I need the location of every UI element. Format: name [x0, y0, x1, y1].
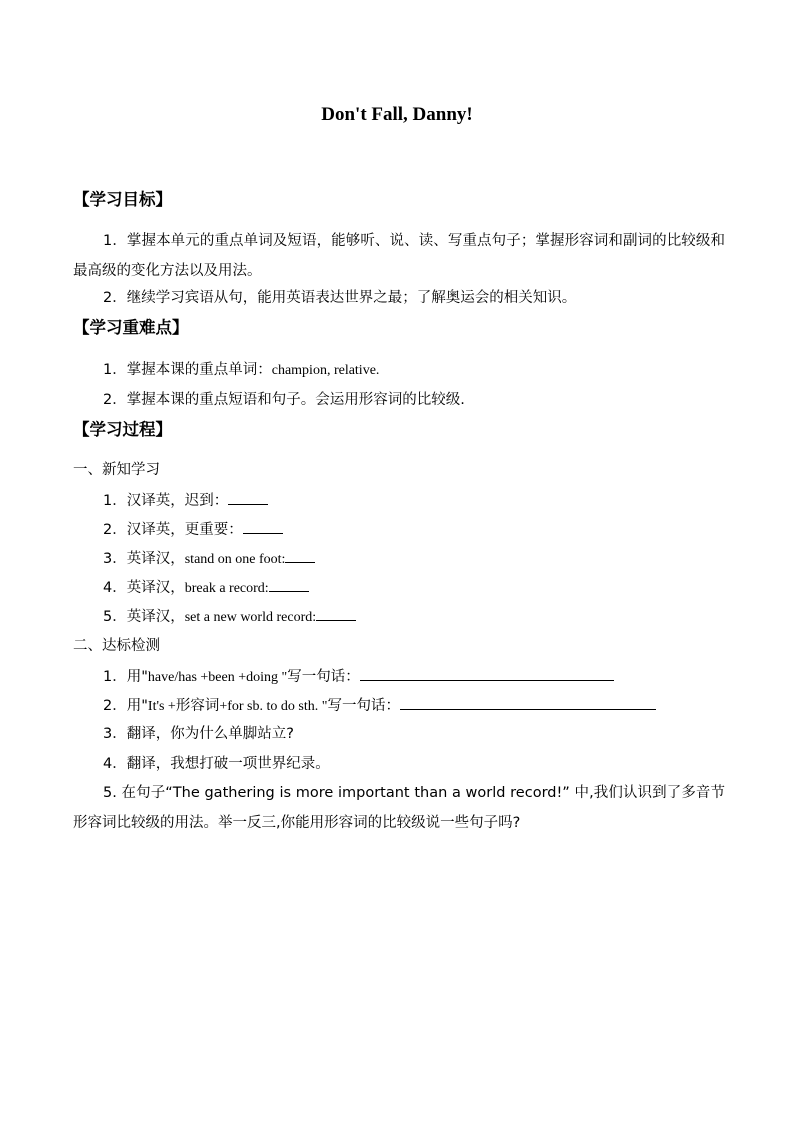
- part2-item-2-instruction: 写一句话：: [327, 698, 400, 714]
- part2-item-3: 3．翻译，你为什么单脚站立?: [103, 726, 294, 742]
- part2-item-2-adjective: 形容词: [175, 698, 220, 714]
- part2-item-1-instruction: 写一句话：: [287, 669, 360, 685]
- keypoints-heading: 【学习重难点】: [73, 318, 189, 337]
- part2-item-4: 4．翻译，我想打破一项世界纪录。: [103, 756, 330, 772]
- part2-item-2-text: 2．用": [103, 698, 148, 714]
- part2-heading: 二、达标检测: [73, 638, 160, 654]
- answer-blank[interactable]: [285, 548, 315, 563]
- part1-item-4-text: 4．英译汉，: [103, 580, 185, 596]
- part2-item-1-text: 1．用": [103, 669, 148, 685]
- keypoint-2: 2．掌握本课的重点短语和句子。会运用形容词的比较级.: [103, 392, 465, 408]
- part1-item-1-text: 1．汉译英，迟到：: [103, 493, 229, 509]
- part2-item-2-pattern-a: It's +: [147, 699, 176, 714]
- keypoint-1-words: champion, relative.: [271, 363, 380, 378]
- part2-item-5: 5. 在句子“The gathering is more important than a world record!” 中,我们认识到了多音节形容词比较级的用法。举一反三,你能用形容词的比较级说一些句子吗?: [73, 785, 725, 831]
- part1-item-3-text: 3．英译汉，: [103, 551, 185, 567]
- objective-1: 1．掌握本单元的重点单词及短语，能够听、说、读、写重点句子；掌握形容词和副词的比较级和最高级的变化方法以及用法。: [73, 233, 725, 279]
- part1-item-4: [103, 577, 309, 599]
- document-title: Don't Fall, Danny!: [321, 104, 473, 125]
- answer-blank[interactable]: [243, 519, 283, 534]
- part1-item-5-phrase: set a new world record:: [184, 610, 317, 625]
- part1-item-3: [103, 548, 315, 570]
- objectives-heading: 【学习目标】: [73, 190, 172, 209]
- answer-blank[interactable]: [360, 666, 614, 681]
- part2-item-2: [103, 695, 656, 717]
- process-heading: 【学习过程】: [73, 420, 172, 439]
- part1-item-5: [103, 606, 356, 628]
- part1-item-1: [103, 490, 268, 511]
- part1-heading: 一、新知学习: [73, 462, 160, 478]
- part2-item-2-pattern-b: +for sb. to do sth. ": [219, 699, 328, 714]
- part1-item-2-text: 2．汉译英，更重要：: [103, 522, 243, 538]
- part1-item-4-phrase: break a record:: [184, 581, 269, 596]
- answer-blank[interactable]: [228, 490, 268, 505]
- part2-item-1-pattern: have/has +been +doing ": [147, 670, 288, 685]
- answer-blank[interactable]: [316, 606, 356, 621]
- keypoint-1: [103, 360, 379, 381]
- objective-2: 2．继续学习宾语从句，能用英语表达世界之最；了解奥运会的相关知识。: [103, 290, 577, 306]
- part1-item-2: [103, 519, 283, 540]
- part2-item-1: [103, 666, 614, 688]
- answer-blank[interactable]: [400, 695, 656, 710]
- answer-blank[interactable]: [269, 577, 309, 592]
- part1-item-5-text: 5．英译汉，: [103, 609, 185, 625]
- keypoint-1-text: 1．掌握本课的重点单词：: [103, 362, 272, 378]
- part1-item-3-phrase: stand on one foot:: [184, 552, 286, 567]
